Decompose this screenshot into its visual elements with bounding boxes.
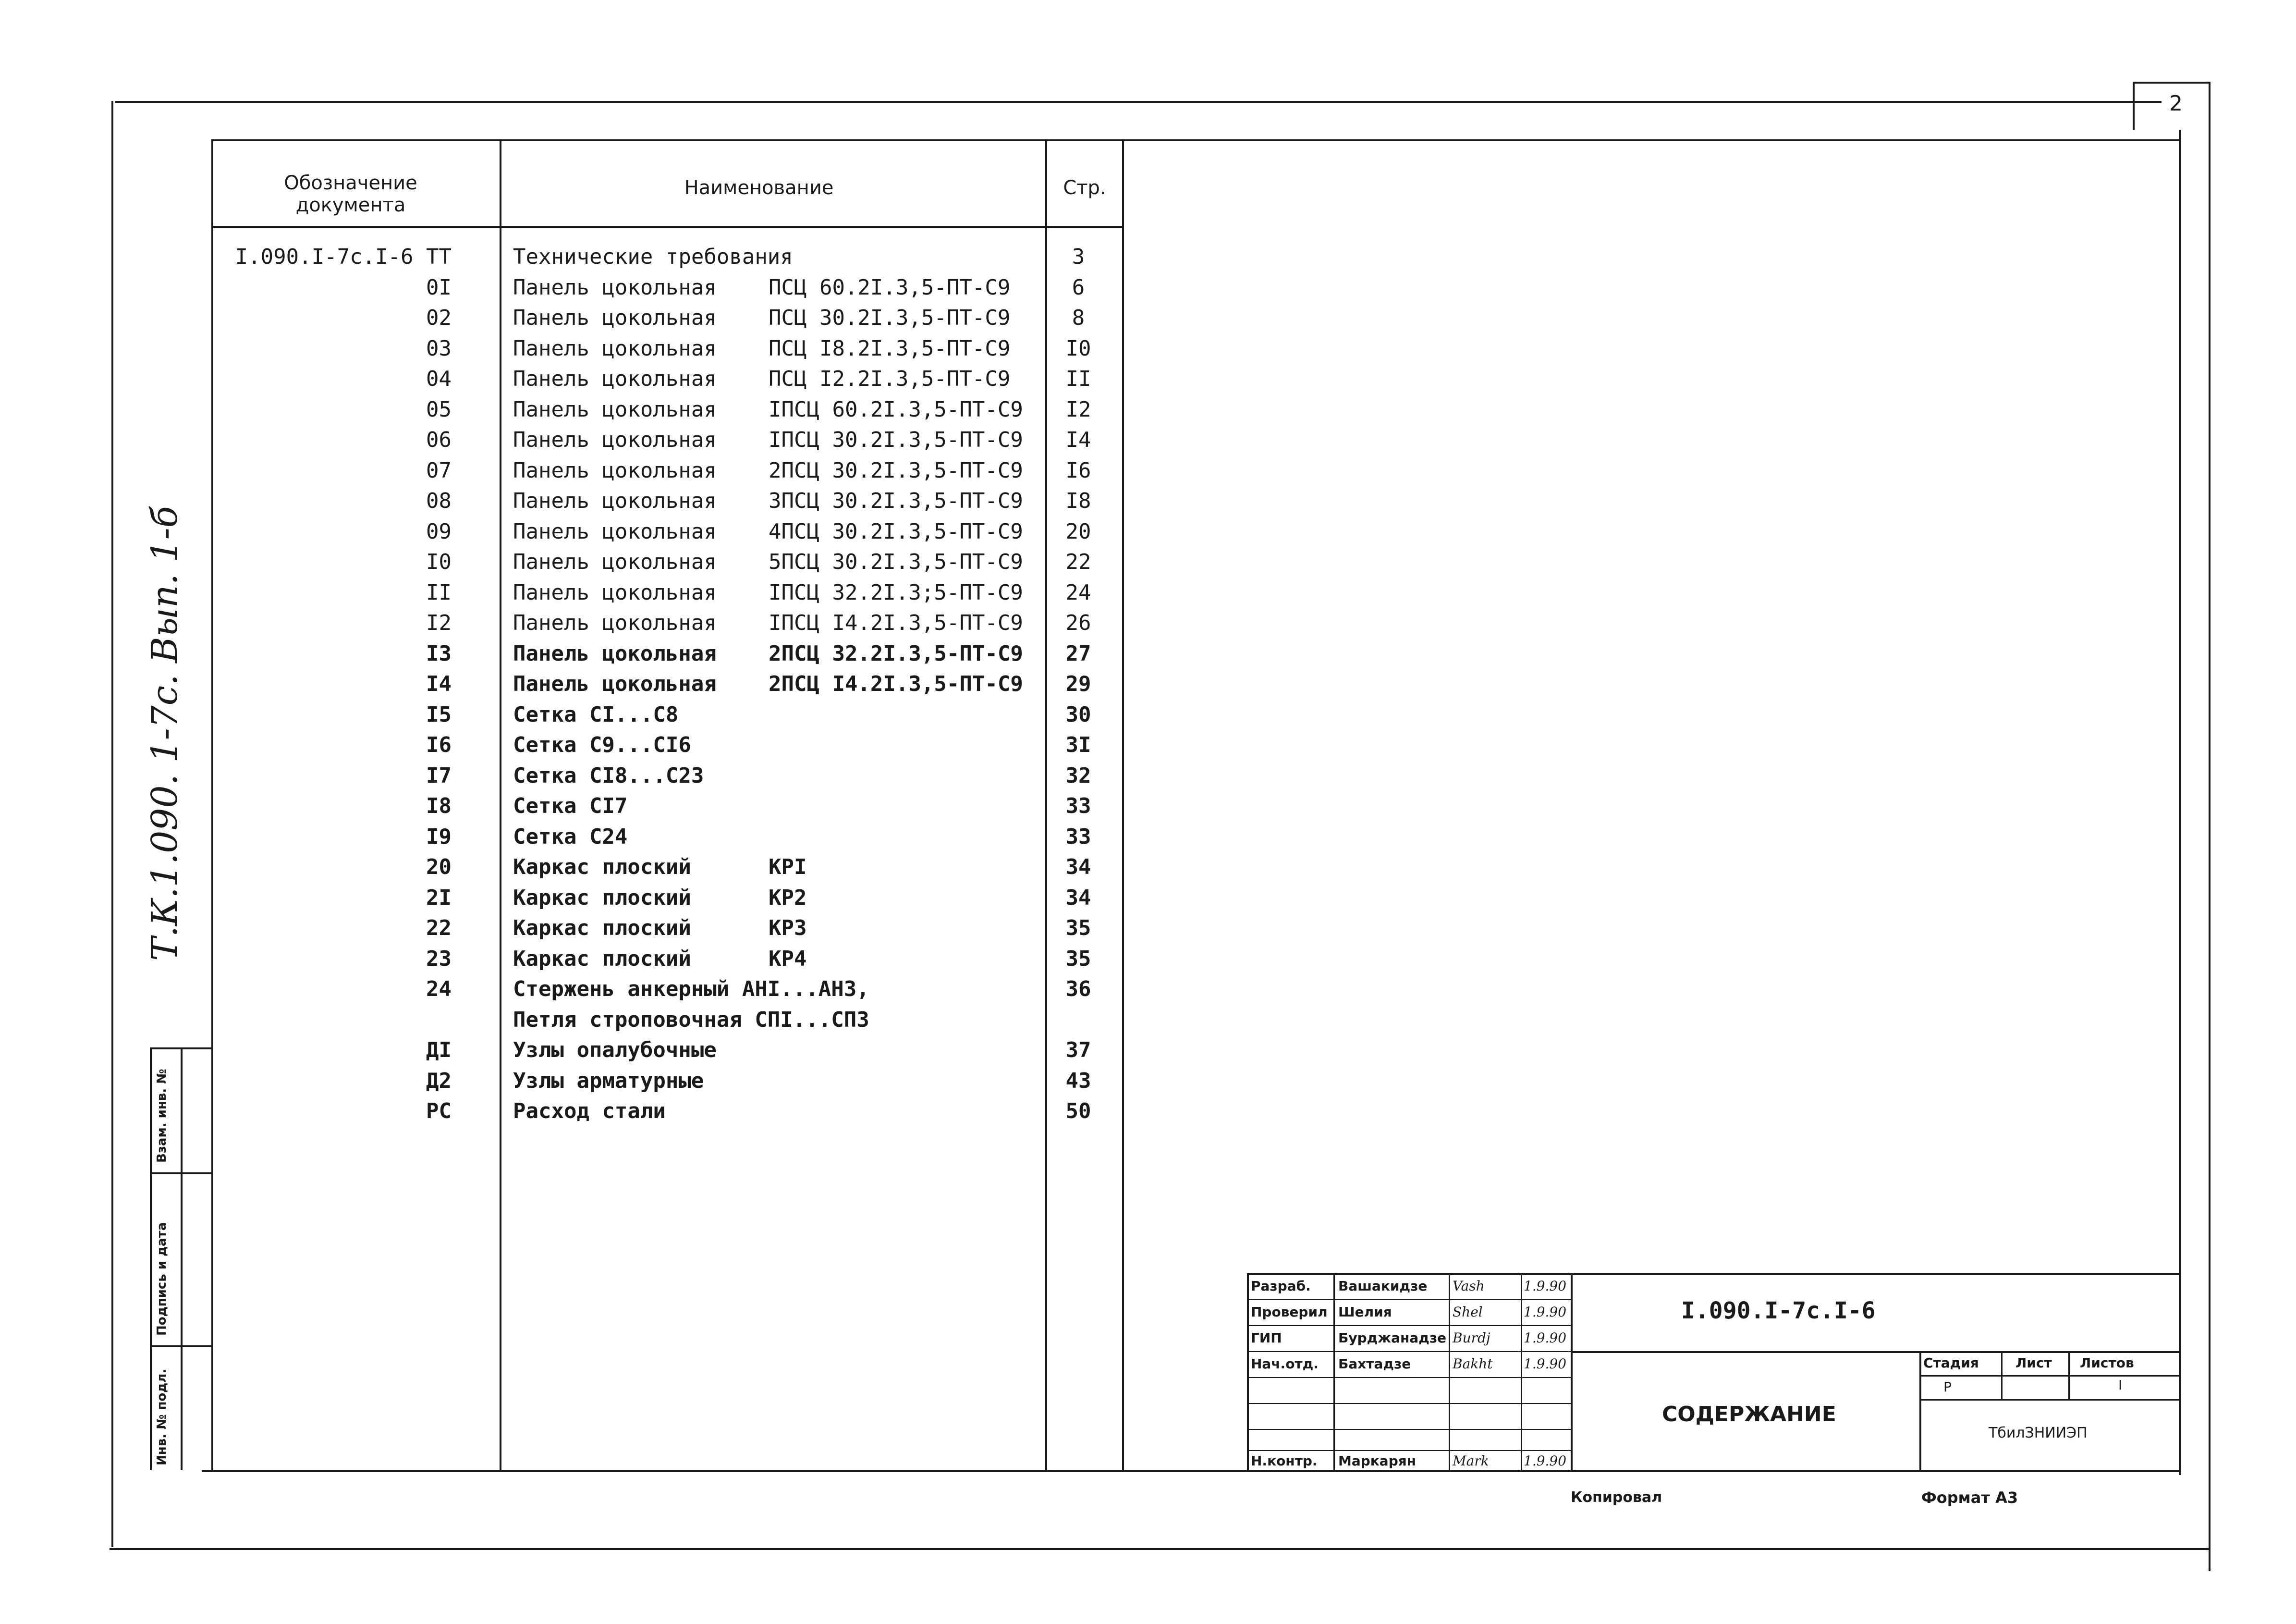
row-name: Панель цокольная xyxy=(513,550,717,574)
side-col-div2 xyxy=(150,1345,212,1347)
row-code: I0 xyxy=(426,550,452,574)
frame-top-right xyxy=(2133,82,2135,130)
tb-date: 1.9.90 xyxy=(1524,1356,1567,1372)
row-name: Панель цокольная xyxy=(513,641,717,666)
row-name: Каркас плоский xyxy=(513,855,691,879)
row-name: Каркас плоский xyxy=(513,946,691,971)
tb-person: Шелия xyxy=(1338,1304,1392,1320)
tb-title: СОДЕРЖАНИЕ xyxy=(1662,1402,1836,1427)
row-page: 30 xyxy=(1065,702,1091,727)
inner-frame-right xyxy=(2179,130,2181,1475)
tb-left xyxy=(1247,1273,1249,1471)
row-part: ПСЦ I8.2I.3,5-ПТ-С9 xyxy=(769,336,1011,361)
row-code: 03 xyxy=(426,336,452,361)
tb-signature: Bakht xyxy=(1453,1356,1493,1372)
side-col-inner xyxy=(181,1047,183,1470)
row-part: ПСЦ I2.2I.3,5-ПТ-С9 xyxy=(769,367,1011,391)
row-name: Сетка СI7 xyxy=(513,794,628,818)
row-name: Расход стали xyxy=(513,1099,666,1123)
tb-person: Бахтадзе xyxy=(1338,1356,1411,1372)
tb-sheets-label: Листов xyxy=(2080,1355,2134,1371)
row-name: Каркас плоский xyxy=(513,885,691,910)
row-code: 2I xyxy=(426,885,452,910)
tb-row-2 xyxy=(1247,1325,1571,1326)
row-page: 34 xyxy=(1065,855,1091,879)
row-name: Сетка С9...СI6 xyxy=(513,733,691,757)
side-col-label-3: Взам. инв. № xyxy=(155,1069,169,1163)
tb-stage-value: Р xyxy=(1943,1379,1952,1395)
tb-top xyxy=(1247,1273,2179,1275)
row-code: 08 xyxy=(426,489,452,513)
tb-stage-row2 xyxy=(1919,1399,2179,1401)
inner-frame-top xyxy=(211,139,2181,141)
row-name: Панель цокольная xyxy=(513,306,717,330)
tb-row-5 xyxy=(1247,1403,1571,1404)
row-page: 29 xyxy=(1065,672,1091,696)
row-code: 20 xyxy=(426,855,452,879)
row-part: 5ПСЦ 30.2I.3,5-ПТ-С9 xyxy=(769,550,1023,574)
row-part: ПСЦ 30.2I.3,5-ПТ-С9 xyxy=(769,306,1011,330)
row-part: КРI xyxy=(769,855,807,879)
row-code: РС xyxy=(426,1099,452,1123)
header-name: Наименование xyxy=(684,177,834,199)
row-part: ПСЦ 60.2I.3,5-ПТ-С9 xyxy=(769,275,1011,300)
row-part: КР2 xyxy=(769,885,807,910)
row-name: Технические требования xyxy=(513,245,793,269)
tb-row-4 xyxy=(1247,1377,1571,1378)
row-name: Сетка СI...С8 xyxy=(513,702,679,727)
tb-col-d xyxy=(1571,1273,1573,1471)
row-code: I5 xyxy=(426,702,452,727)
row-code: I4 xyxy=(426,672,452,696)
row-page: I0 xyxy=(1065,336,1091,361)
row-part: 2ПСЦ 32.2I.3,5-ПТ-С9 xyxy=(769,641,1023,666)
row-name: Панель цокольная xyxy=(513,397,717,422)
row-page: I2 xyxy=(1065,397,1091,422)
row-page: 35 xyxy=(1065,946,1091,971)
row-name: Сетка СI8...С23 xyxy=(513,763,704,788)
side-col-top xyxy=(150,1047,212,1049)
frame-bottom xyxy=(110,1548,2209,1550)
tb-role: Проверил xyxy=(1251,1304,1328,1320)
row-part: 4ПСЦ 30.2I.3,5-ПТ-С9 xyxy=(769,519,1023,544)
footer-copied: Копировал xyxy=(1571,1489,1662,1506)
tb-date: 1.9.90 xyxy=(1524,1330,1567,1346)
side-col-label-2: Подпись и дата xyxy=(155,1222,169,1336)
row-code: I6 xyxy=(426,733,452,757)
row-code: I7 xyxy=(426,763,452,788)
row-page: I4 xyxy=(1065,428,1091,452)
side-col-div1 xyxy=(150,1172,212,1174)
row-code: 09 xyxy=(426,519,452,544)
tb-stage-col1 xyxy=(2001,1351,2003,1399)
row-page: 27 xyxy=(1065,641,1091,666)
row-part: IПСЦ 30.2I.3,5-ПТ-С9 xyxy=(769,428,1023,452)
row-name: Панель цокольная xyxy=(513,367,717,391)
row-name: Панель цокольная xyxy=(513,519,717,544)
tb-stage-label: Стадия xyxy=(1923,1355,1979,1371)
row-part: 2ПСЦ I4.2I.3,5-ПТ-С9 xyxy=(769,672,1023,696)
frame-top-left xyxy=(115,101,2162,103)
row-name: Узлы опалубочные xyxy=(513,1038,717,1062)
sheet-number: 2 xyxy=(2169,91,2183,116)
row-part: IПСЦ 60.2I.3,5-ПТ-С9 xyxy=(769,397,1023,422)
tb-role: Нач.отд. xyxy=(1251,1356,1319,1372)
tb-role: ГИП xyxy=(1251,1330,1282,1346)
row-code: 07 xyxy=(426,458,452,483)
row-page: 34 xyxy=(1065,885,1091,910)
row-code: I9 xyxy=(426,824,452,849)
row-page: 3 xyxy=(1072,245,1085,269)
table-col-line-1 xyxy=(500,139,501,1470)
row-code: I.090.I-7c.I-6 ТТ xyxy=(235,245,452,269)
row-name: Панель цокольная xyxy=(513,428,717,452)
frame-left xyxy=(111,101,113,1547)
tb-col-e xyxy=(1919,1351,1921,1471)
row-code: 0I xyxy=(426,275,452,300)
tb-person: Бурджанадзе xyxy=(1338,1330,1447,1346)
tb-col-a xyxy=(1333,1273,1335,1471)
row-page: 22 xyxy=(1065,550,1091,574)
inner-frame-left xyxy=(211,139,213,1470)
tb-signature: Shel xyxy=(1453,1304,1483,1320)
row-page: 33 xyxy=(1065,824,1091,849)
tb-row-3 xyxy=(1247,1351,1571,1352)
row-name: Панель цокольная xyxy=(513,672,717,696)
row-page: 33 xyxy=(1065,794,1091,818)
row-name: Панель цокольная xyxy=(513,489,717,513)
row-code: I8 xyxy=(426,794,452,818)
row-page: II xyxy=(1065,367,1091,391)
row-part: 2ПСЦ 30.2I.3,5-ПТ-С9 xyxy=(769,458,1023,483)
tb-role: Н.контр. xyxy=(1251,1453,1318,1469)
tb-row-1 xyxy=(1247,1299,1571,1300)
tb-person: Вашакидзе xyxy=(1338,1278,1428,1294)
tb-stage-row1 xyxy=(1919,1375,2179,1377)
side-col-outer xyxy=(150,1047,152,1470)
tb-row-7 xyxy=(1247,1450,1571,1451)
row-code: 04 xyxy=(426,367,452,391)
tb-signature: Vash xyxy=(1453,1278,1485,1294)
table-col-line-3 xyxy=(1122,139,1124,1470)
row-part: КР4 xyxy=(769,946,807,971)
row-code: II xyxy=(426,580,452,605)
row-page: 8 xyxy=(1072,306,1085,330)
tb-role: Разраб. xyxy=(1251,1278,1311,1294)
row-code: I2 xyxy=(426,611,452,635)
tb-sheets-value: I xyxy=(2118,1377,2123,1393)
tb-stage-col2 xyxy=(2068,1351,2070,1399)
side-stamp: Т.К.1.090. 1-7с. Вып. 1-б xyxy=(144,506,185,961)
row-name: Сетка С24 xyxy=(513,824,628,849)
tb-date: 1.9.90 xyxy=(1524,1304,1567,1320)
row-code: 02 xyxy=(426,306,452,330)
tb-sheet-label: Лист xyxy=(2015,1355,2052,1371)
row-part: 3ПСЦ 30.2I.3,5-ПТ-С9 xyxy=(769,489,1023,513)
row-part: IПСЦ I4.2I.3,5-ПТ-С9 xyxy=(769,611,1023,635)
row-code: 05 xyxy=(426,397,452,422)
row-name: Панель цокольная xyxy=(513,275,717,300)
row-page: 36 xyxy=(1065,977,1091,1001)
tb-col-c xyxy=(1521,1273,1522,1471)
row-name: Панель цокольная xyxy=(513,580,717,605)
header-page: Стр. xyxy=(1063,177,1106,199)
row-page: 20 xyxy=(1065,519,1091,544)
header-designation: Обозначение документа xyxy=(284,172,417,216)
tb-col-b xyxy=(1449,1273,1450,1471)
frame-top-right-cap xyxy=(2133,82,2210,84)
row-page: 43 xyxy=(1065,1068,1091,1093)
row-code: 24 xyxy=(426,977,452,1001)
tb-person: Маркарян xyxy=(1338,1453,1417,1469)
tb-signature: Mark xyxy=(1453,1453,1489,1469)
row-name: Петля строповочная СПI...СП3 xyxy=(513,1007,869,1032)
footer-format: Формат А3 xyxy=(1921,1489,2018,1507)
row-name: Панель цокольная xyxy=(513,336,717,361)
tb-mid xyxy=(1571,1351,2179,1353)
frame-right-edge xyxy=(2209,82,2211,1571)
row-code: 06 xyxy=(426,428,452,452)
row-part: IПСЦ 32.2I.3;5-ПТ-С9 xyxy=(769,580,1023,605)
row-code: I3 xyxy=(426,641,452,666)
row-page: 3I xyxy=(1065,733,1091,757)
row-page: 32 xyxy=(1065,763,1091,788)
row-code: 22 xyxy=(426,916,452,940)
tb-doc-code: I.090.I-7c.I-6 xyxy=(1681,1297,1876,1324)
row-name: Стержень анкерный АНI...АН3, xyxy=(513,977,869,1001)
row-name: Узлы арматурные xyxy=(513,1068,704,1093)
row-part: КР3 xyxy=(769,916,807,940)
tb-organization: ТбилЗНИИЭП xyxy=(1989,1425,2088,1441)
side-col-label-1: Инв. № подл. xyxy=(155,1368,169,1465)
row-page: 6 xyxy=(1072,275,1085,300)
row-code: 23 xyxy=(426,946,452,971)
row-code: ДI xyxy=(426,1038,452,1062)
row-page: I6 xyxy=(1065,458,1091,483)
tb-row-6 xyxy=(1247,1429,1571,1430)
row-code: Д2 xyxy=(426,1068,452,1093)
row-name: Каркас плоский xyxy=(513,916,691,940)
row-name: Панель цокольная xyxy=(513,458,717,483)
row-page: 24 xyxy=(1065,580,1091,605)
tb-date: 1.9.90 xyxy=(1524,1278,1567,1294)
table-header-rule xyxy=(211,226,1124,228)
row-page: 26 xyxy=(1065,611,1091,635)
row-page: 37 xyxy=(1065,1038,1091,1062)
row-page: I8 xyxy=(1065,489,1091,513)
tb-date: 1.9.90 xyxy=(1524,1453,1567,1469)
tb-signature: Burdj xyxy=(1453,1330,1490,1346)
row-name: Панель цокольная xyxy=(513,611,717,635)
row-page: 35 xyxy=(1065,916,1091,940)
row-page: 50 xyxy=(1065,1099,1091,1123)
inner-frame-bottom xyxy=(202,1470,2181,1472)
